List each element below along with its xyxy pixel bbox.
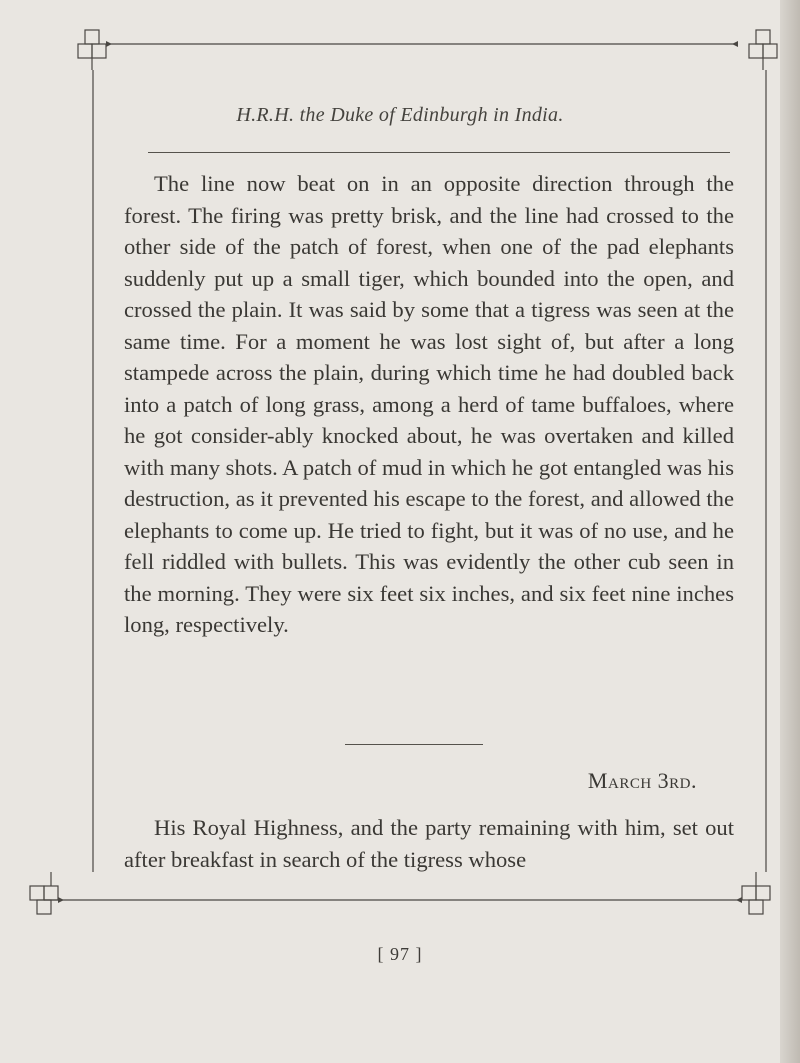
section-divider (345, 744, 483, 745)
body-paragraph: The line now beat on in an opposite direction through the forest. The firing was pretty brisk, and the line had crossed to the other side of the patch of forest, when one of the pad elephants suddenly put up a small tiger, which bounded into the open, and crossed the plain. It was said by some that a tigress was seen at the same time. For a moment he was lost sight of, but after a long stampede across the plain, during which time he had doubled back into a patch of long grass, among a herd of tame buffaloes, where he got consider-ably knocked about, he was overtaken and killed with many shots. A patch of mud in which he got entangled was his destruction, as it prevented his escape to the forest, and allowed the elephants to come up. He tried to fight, but it was of no use, and he fell riddled with bullets. This was evidently the other cub seen in the morning. They were six feet six inches, and six feet nine inches long, respectively. (124, 171, 734, 637)
running-head: H.R.H. the Duke of Edinburgh in India. (236, 104, 564, 126)
header-rule (148, 152, 730, 153)
page-edge-shadow (780, 0, 800, 1063)
page-number: [ 97 ] (377, 944, 423, 964)
body-paragraph-continued: His Royal Highness, and the party remaining with him, set out after breakfast in search of the tigress whose (124, 815, 734, 872)
dateline: March 3rd. (587, 768, 697, 793)
